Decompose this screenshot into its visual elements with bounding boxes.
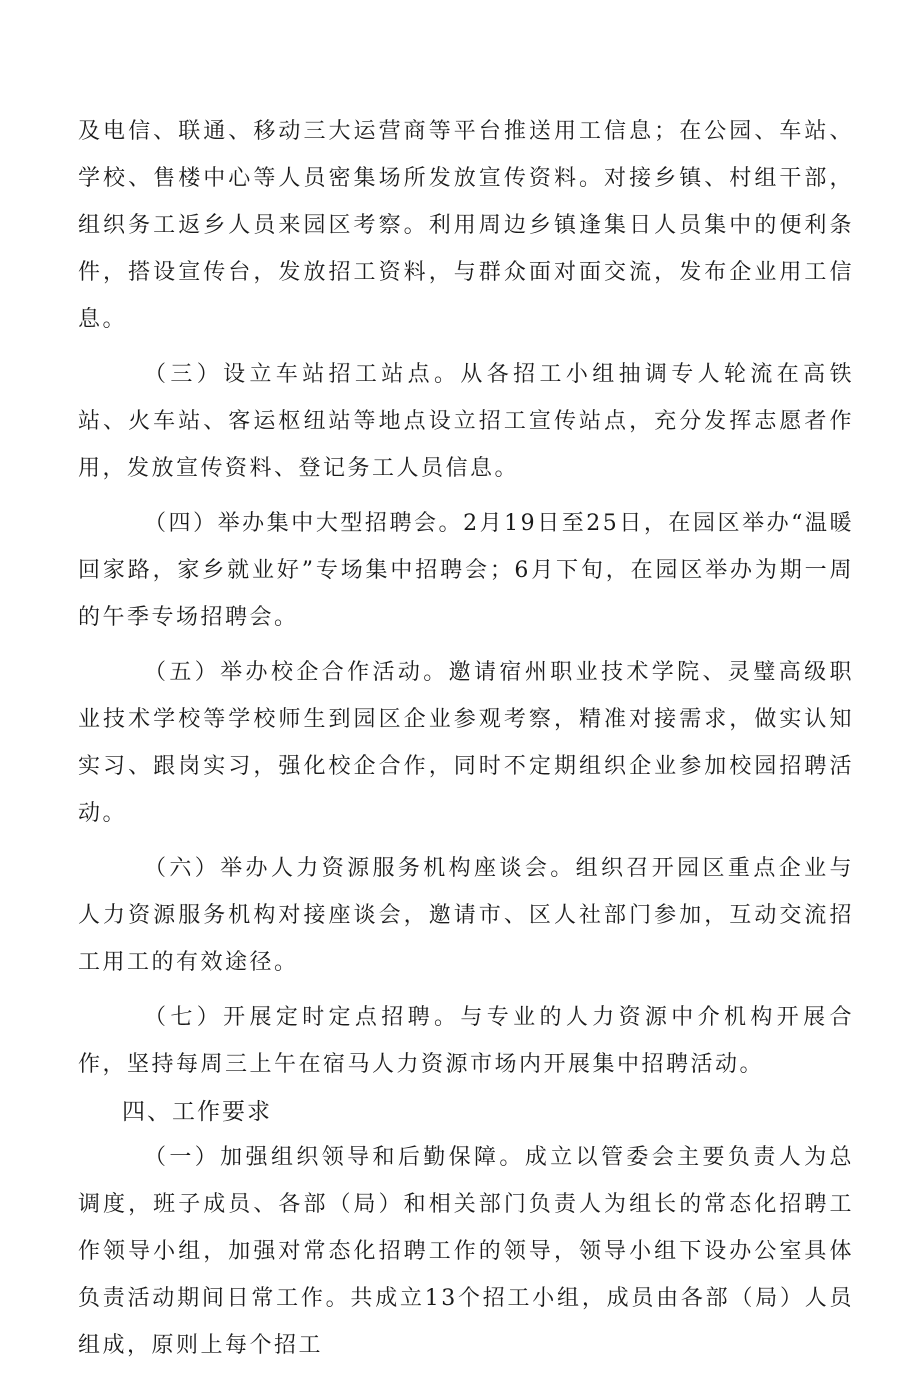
paragraph-school-enterprise: （五）举办校企合作活动。邀请宿州职业技术学院、灵璧高级职业技术学校等学校师生到园区企业参观考察，精准对接需求，做实认知实习、跟岗实习，强化校企合作，同时不定期组织企业参加校园招聘活动。 — [78, 660, 854, 826]
document-page — [78, 108, 854, 1377]
paragraph-organization-leadership: （一）加强组织领导和后勤保障。成立以管委会主要负责人为总调度，班子成员、各部（局）和相关部门负责人为组长的常态化招聘工作领导小组，加强对常态化招聘工作的领导，领导小组下设办公室具体负责活动期间日常工作。共成立13个招工小组，成员由各部（局）人员组成，原则上每个招工 — [78, 1145, 854, 1358]
paragraph-station-recruitment: （三）设立车站招工站点。从各招工小组抽调专人轮流在高铁站、火车站、客运枢纽站等地点设立招工宣传站点，充分发挥志愿者作用，发放宣传资料、登记务工人员信息。 — [78, 362, 854, 481]
paragraph-hr-forum: （六）举办人力资源服务机构座谈会。组织召开园区重点企业与人力资源服务机构对接座谈会，邀请市、区人社部门参加，互动交流招工用工的有效途径。 — [78, 856, 854, 975]
paragraph-job-fair: （四）举办集中大型招聘会。2月19日至25日，在园区举办“温暖回家路，家乡就业好”专场集中招聘会；6月下旬，在园区举办为期一周的午季专场招聘会。 — [78, 511, 854, 630]
paragraph-publicity-channels: 及电信、联通、移动三大运营商等平台推送用工信息；在公园、车站、学校、售楼中心等人员密集场所发放宣传资料。对接乡镇、村组干部，组织务工返乡人员来园区考察。利用周边乡镇逢集日人员集中的便利条件，搭设宣传台，发放招工资料，与群众面对面交流，发布企业用工信息。 — [78, 119, 854, 332]
paragraph-scheduled-recruitment: （七）开展定时定点招聘。与专业的人力资源中介机构开展合作，坚持每周三上午在宿马人力资源市场内开展集中招聘活动。 — [78, 1005, 854, 1077]
section-heading-work-requirements: 四、工作要求 — [122, 1099, 272, 1125]
